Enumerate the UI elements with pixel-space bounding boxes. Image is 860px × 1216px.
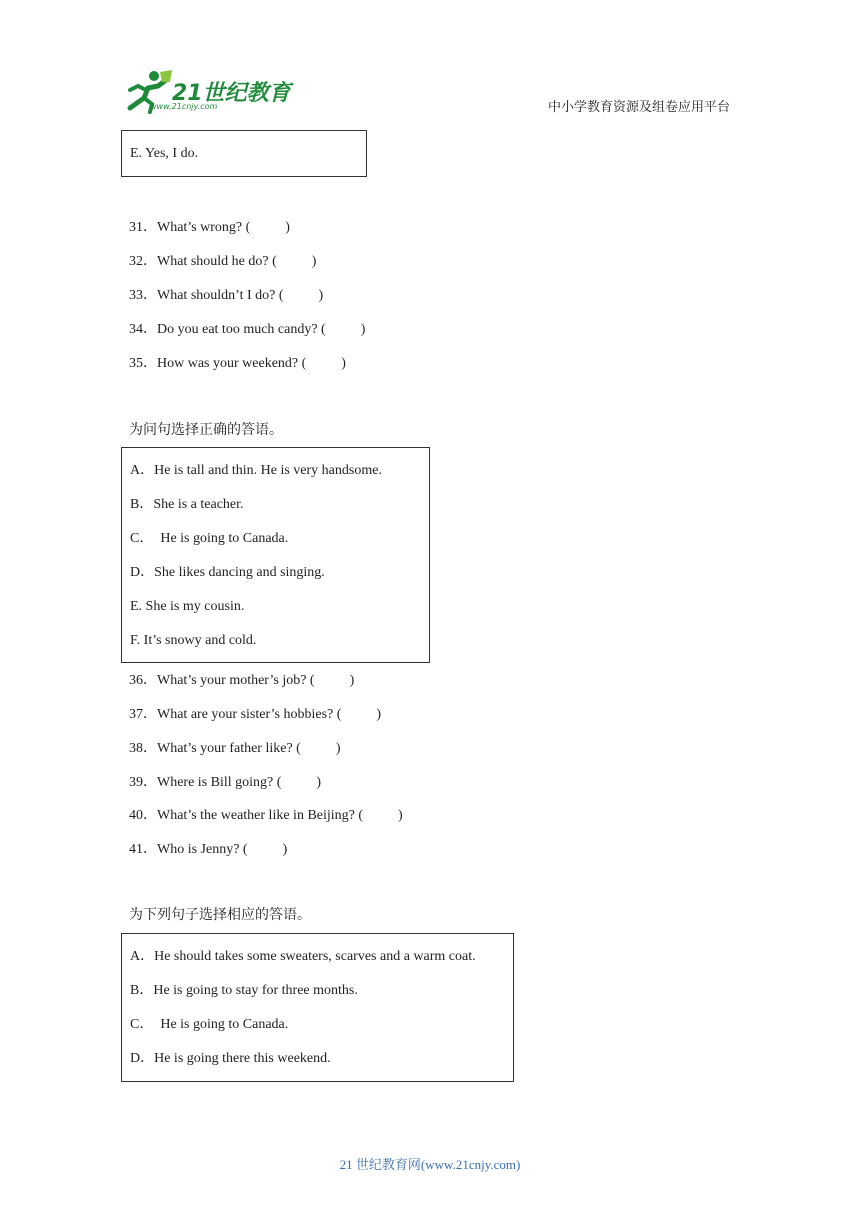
option-c: C． He is going to Canada. xyxy=(130,531,289,546)
option-c: C． He is going to Canada. xyxy=(130,1017,289,1032)
section1-instruction: 为问句选择正确的答语。 xyxy=(129,423,283,438)
question-32: 32．What should he do? ( ) xyxy=(129,254,317,269)
question-35: 35．How was your weekend? ( ) xyxy=(129,356,346,371)
option-a: A．He should takes some sweaters, scarves and a warm coat. xyxy=(130,949,476,964)
options-box-previous xyxy=(121,130,367,177)
section2-instruction: 为下列句子选择相应的答语。 xyxy=(129,908,311,923)
question-34: 34．Do you eat too much candy? ( ) xyxy=(129,322,366,337)
page-footer[interactable]: 21 世纪教育网(www.21cnjy.com) xyxy=(339,1157,521,1172)
options-box-section2 xyxy=(121,933,514,1082)
question-38: 38．What’s your father like? ( ) xyxy=(129,741,341,756)
option-d: D．She likes dancing and singing. xyxy=(130,565,325,580)
question-39: 39．Where is Bill going? ( ) xyxy=(129,775,322,790)
question-36: 36．What’s your mother’s job? ( ) xyxy=(129,673,355,688)
logo-text: 21世纪教育 xyxy=(172,81,291,106)
question-31: 31．What’s wrong? ( ) xyxy=(129,220,290,235)
question-37: 37．What are your sister’s hobbies? ( ) xyxy=(129,707,382,722)
option-e: E. Yes, I do. xyxy=(130,146,199,161)
option-b: B．He is going to stay for three months. xyxy=(130,983,358,998)
option-b: B．She is a teacher. xyxy=(130,497,244,512)
question-33: 33．What shouldn’t I do? ( ) xyxy=(129,288,324,303)
question-41: 41．Who is Jenny? ( ) xyxy=(129,842,288,857)
platform-caption: 中小学教育资源及组卷应用平台 xyxy=(547,99,730,114)
site-logo xyxy=(120,68,295,114)
option-e: E. She is my cousin. xyxy=(130,599,245,614)
question-40: 40．What’s the weather like in Beijing? ( ) xyxy=(129,808,403,823)
page-header xyxy=(120,68,740,116)
option-a: A．He is tall and thin. He is very handsome. xyxy=(130,463,382,478)
options-box-section1 xyxy=(121,447,430,663)
option-f: F. It’s snowy and cold. xyxy=(130,633,257,648)
logo-url: www.21cnjy.com xyxy=(150,102,218,111)
option-d: D．He is going there this weekend. xyxy=(130,1051,331,1066)
